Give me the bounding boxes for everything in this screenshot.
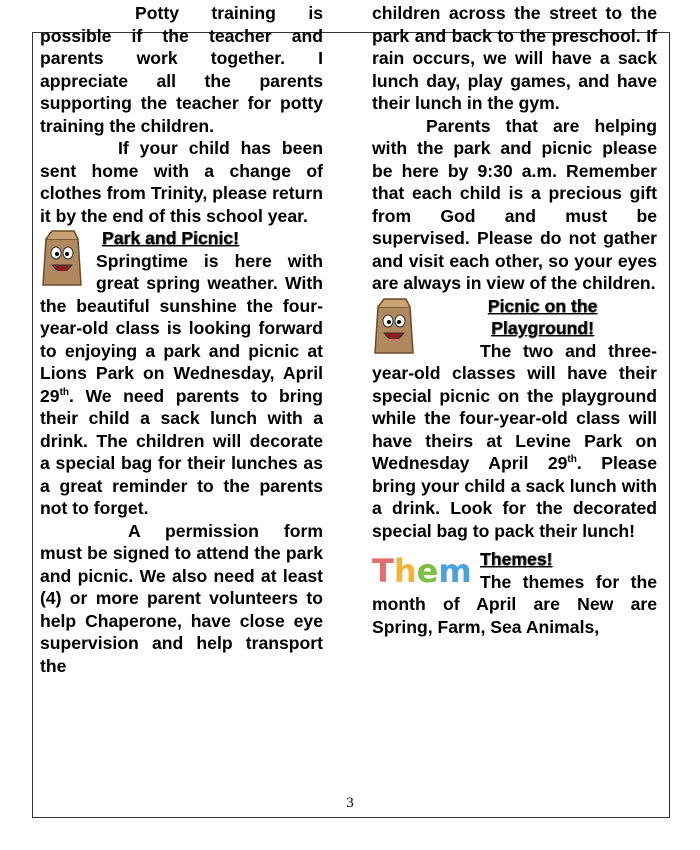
springtime-paragraph bbox=[40, 250, 323, 520]
playground-text-b: . Please bring your child a sack lunch with a drink. Look for the decorated special bag to pack their lunch! bbox=[372, 453, 657, 541]
theme-logo-letter: T bbox=[372, 552, 394, 588]
theme-logo-letter: m bbox=[438, 552, 472, 588]
theme-logo-letter: h bbox=[393, 552, 417, 588]
themes-heading: Themes! bbox=[480, 549, 553, 569]
playground-paragraph bbox=[372, 340, 657, 543]
springtime-text-b: . We need parents to bring their child a sack lunch with a drink. The children will decorate a special bag for their lunches as a great reminder to the parents not to forget. bbox=[40, 385, 323, 518]
lunch-bag-icon bbox=[40, 229, 84, 287]
potty-training-paragraph: Potty training is possible if the teacher and parents work together. I appreciate all the parents supporting the teacher for potty training the children. bbox=[40, 3, 323, 136]
park-picnic-heading: Park and Picnic! bbox=[102, 228, 239, 248]
left-column bbox=[40, 2, 323, 677]
springtime-sup: th bbox=[59, 386, 70, 398]
continued-paragraph: children across the street to the park and back to the preschool. If rain occurs, we will have a sack lunch day, play games, and have their lunch in the gym. bbox=[372, 3, 657, 113]
picnic-playground-heading-line2: Playground! bbox=[491, 318, 594, 338]
springtime-text-a: Springtime is here with great spring weather. With the beautiful sunshine the four-year-old class is looking forward to enjoying a park and picnic at Lions Park on Wednesday, April 29 bbox=[40, 250, 323, 406]
theme-logo-letter: e bbox=[416, 552, 439, 588]
playground-text-a: The two and three-year-old classes will have their special picnic on the playground while the four-year-old class will have theirs at Levine Park on Wednesday April 29 bbox=[372, 340, 657, 473]
clothes-return-paragraph: If your child has been sent home with a change of clothes from Trinity, please return it by the end of this school year. bbox=[40, 138, 323, 226]
lunch-bag-icon bbox=[372, 297, 416, 355]
parents-helping-paragraph: Parents that are helping with the park and picnic please be here by 9:30 a.m. Remember that each child is a precious gift from God and must be supervised. Please do not gather and visit each other, so your eyes are always in view of the children. bbox=[372, 115, 657, 293]
permission-form-paragraph: A permission form must be signed to attend the park and picnic. We also need at least (4) or more parent volunteers to help Chaperone, have close eye supervision and help transport the bbox=[40, 520, 323, 676]
themes-paragraph: The themes for the month of April are New are Spring, Farm, Sea Animals, bbox=[372, 571, 657, 637]
svg-text:Theme! bbox=[372, 552, 472, 588]
right-column bbox=[372, 2, 657, 638]
playground-sup: th bbox=[567, 454, 577, 466]
theme-logo bbox=[372, 552, 472, 588]
picnic-playground-heading-line1: Picnic on the bbox=[487, 295, 598, 316]
page-number: 3 bbox=[346, 795, 354, 811]
